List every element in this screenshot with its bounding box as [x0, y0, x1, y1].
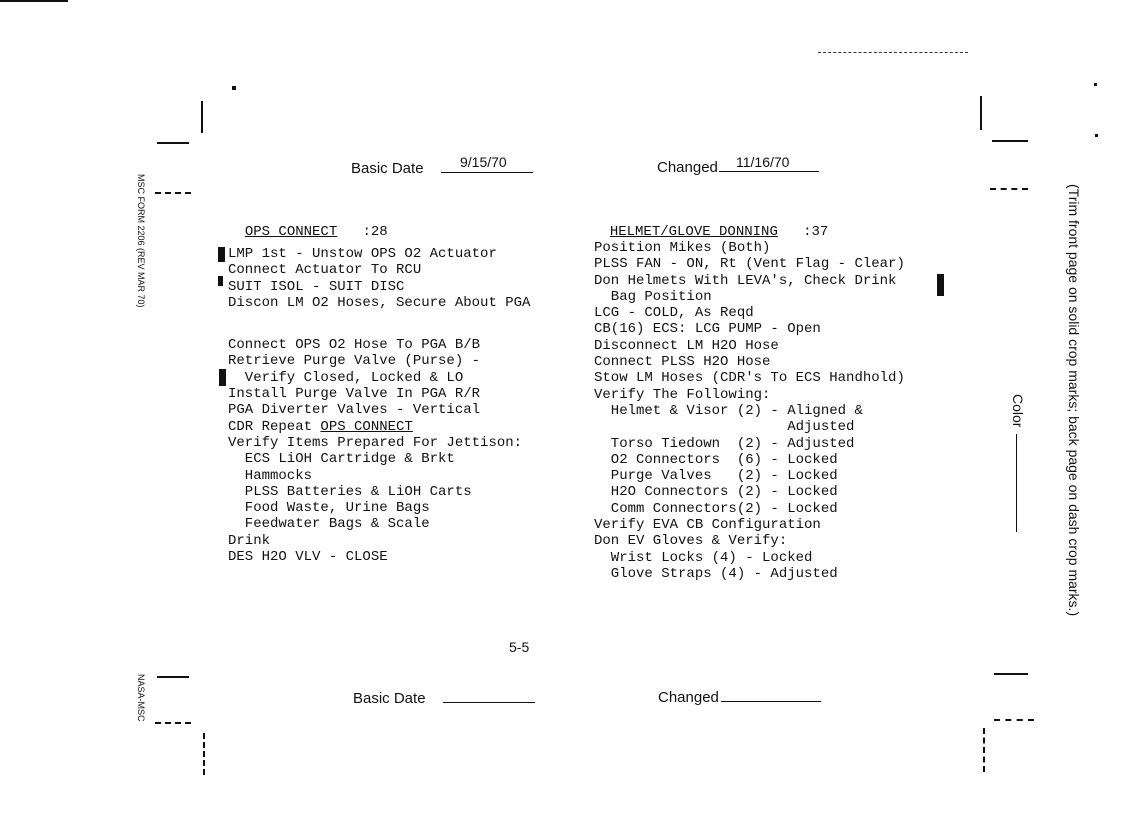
- dash-mark-top-center: [818, 52, 968, 53]
- right-line: Verify EVA CB Configuration: [594, 517, 821, 534]
- left-line: Hammocks: [228, 467, 313, 484]
- change-bar: [218, 276, 223, 286]
- right-line: Position Mikes (Both): [594, 240, 771, 256]
- left-line: Verify Closed, Locked & LO: [228, 369, 464, 386]
- right-line: Helmet & Visor (2) - Aligned &: [594, 402, 863, 419]
- left-line: PLSS Batteries & LiOH Carts: [228, 483, 472, 500]
- right-section-title: [593, 208, 828, 241]
- crop-mark-tl-horizontal: [157, 142, 189, 144]
- right-line: Adjusted: [594, 419, 855, 436]
- agency-label: NASA-MSC: [136, 674, 146, 722]
- helmet-glove-time: :37: [803, 224, 829, 241]
- right-procedure-list: [594, 240, 905, 582]
- left-line: Food Waste, Urine Bags: [228, 500, 430, 517]
- crop-mark-bl-horizontal: [157, 676, 189, 678]
- cdr-repeat-line: CDR Repeat OPS CONNECT: [228, 418, 413, 435]
- change-bar: [218, 247, 225, 262]
- right-line: Don Helmets With LEVA's, Check Drink: [594, 272, 897, 289]
- speck: [1094, 83, 1097, 86]
- change-bar: [937, 274, 944, 296]
- left-line: [228, 321, 530, 337]
- header-changed-label: Changed: [657, 159, 718, 176]
- left-line: SUIT ISOL - SUIT DISC: [228, 278, 405, 295]
- right-line: Bag Position: [594, 288, 712, 305]
- left-line: Verify Items Prepared For Jettison:: [228, 434, 523, 451]
- right-line: Wrist Locks (4) - Locked: [594, 549, 813, 566]
- page-number: 5-5: [509, 639, 530, 655]
- dash-mark-br: [994, 719, 1034, 721]
- top-left-rule: [0, 0, 68, 2]
- right-line: O2 Connectors (6) - Locked: [594, 451, 838, 468]
- change-bar: [219, 369, 226, 386]
- footer-basic-date-label: Basic Date: [353, 690, 426, 707]
- left-line: Install Purge Valve In PGA R/R: [228, 386, 481, 403]
- right-line: Glove Straps (4) - Adjusted: [594, 565, 838, 582]
- dash-mark-bottom-left-vertical: [203, 733, 205, 775]
- right-line: Disconnect LM H2O Hose: [594, 337, 779, 354]
- left-line: LMP 1st - Unstow OPS O2 Actuator: [228, 246, 497, 262]
- right-line: Comm Connectors(2) - Locked: [594, 500, 838, 517]
- right-line: Torso Tiedown (2) - Adjusted: [594, 435, 855, 452]
- cdr-repeat-ref: OPS CONNECT: [320, 418, 413, 435]
- right-line: LCG - COLD, As Reqd: [594, 305, 754, 322]
- helmet-glove-title: HELMET/GLOVE DONNING: [609, 224, 778, 241]
- left-procedure-list: [228, 246, 530, 565]
- left-line: [228, 311, 530, 321]
- footer-changed-label: Changed: [658, 689, 719, 706]
- left-line: DES H2O VLV - CLOSE: [228, 549, 388, 566]
- ops-connect-time: :28: [362, 224, 388, 241]
- left-section-title: [228, 208, 388, 241]
- dash-mark-bottom-right-vertical: [983, 728, 985, 772]
- dash-mark-tr: [990, 188, 1028, 190]
- speck: [1095, 134, 1098, 137]
- crop-mark-tr-horizontal: [992, 140, 1028, 142]
- dash-mark-tl: [155, 192, 191, 194]
- left-line: ECS LiOH Cartridge & Brkt: [228, 451, 455, 468]
- right-line: CB(16) ECS: LCG PUMP - Open: [594, 321, 821, 338]
- left-line: PGA Diverter Valves - Vertical: [228, 402, 481, 419]
- header-changed-line: [719, 171, 819, 172]
- color-line: [1016, 434, 1017, 532]
- crop-mark-br-horizontal: [994, 673, 1028, 675]
- dash-mark-bl: [155, 722, 191, 724]
- footer-basic-date-line: [443, 702, 535, 703]
- header-basic-date-value: 9/15/70: [460, 154, 507, 170]
- right-line: Purge Valves (2) - Locked: [594, 468, 838, 485]
- right-line: H2O Connectors (2) - Locked: [594, 484, 838, 501]
- right-line: Connect PLSS H2O Hose: [594, 354, 771, 371]
- crop-mark-tl-vertical: [201, 101, 203, 133]
- left-line: Feedwater Bags & Scale: [228, 516, 430, 533]
- right-line: Verify The Following:: [594, 386, 771, 403]
- color-label: Color: [1010, 394, 1026, 428]
- right-line: Don EV Gloves & Verify:: [594, 533, 788, 550]
- header-basic-date-label: Basic Date: [351, 160, 424, 177]
- left-line: Connect OPS O2 Hose To PGA B/B: [228, 337, 481, 354]
- left-line: Drink: [228, 532, 271, 549]
- form-id-label: MSC FORM 2206 (REV MAR 70): [136, 174, 146, 308]
- header-changed-value: 11/16/70: [736, 154, 790, 170]
- footer-changed-line: [721, 701, 821, 702]
- trim-note: (Trim front page on solid crop marks; back page on dash crop marks.): [1066, 184, 1082, 617]
- left-line: Discon LM O2 Hoses, Secure About PGA: [228, 294, 531, 311]
- right-line: PLSS FAN - ON, Rt (Vent Flag - Clear): [594, 256, 905, 273]
- header-basic-date-line: [441, 172, 533, 173]
- left-line: Retrieve Purge Valve (Purse) -: [228, 353, 481, 370]
- crop-mark-tr-vertical: [980, 96, 982, 130]
- speck: [232, 86, 236, 90]
- right-line: Stow LM Hoses (CDR's To ECS Handhold): [594, 370, 905, 387]
- left-line: Connect Actuator To RCU: [228, 262, 422, 279]
- ops-connect-title: OPS CONNECT: [244, 224, 338, 241]
